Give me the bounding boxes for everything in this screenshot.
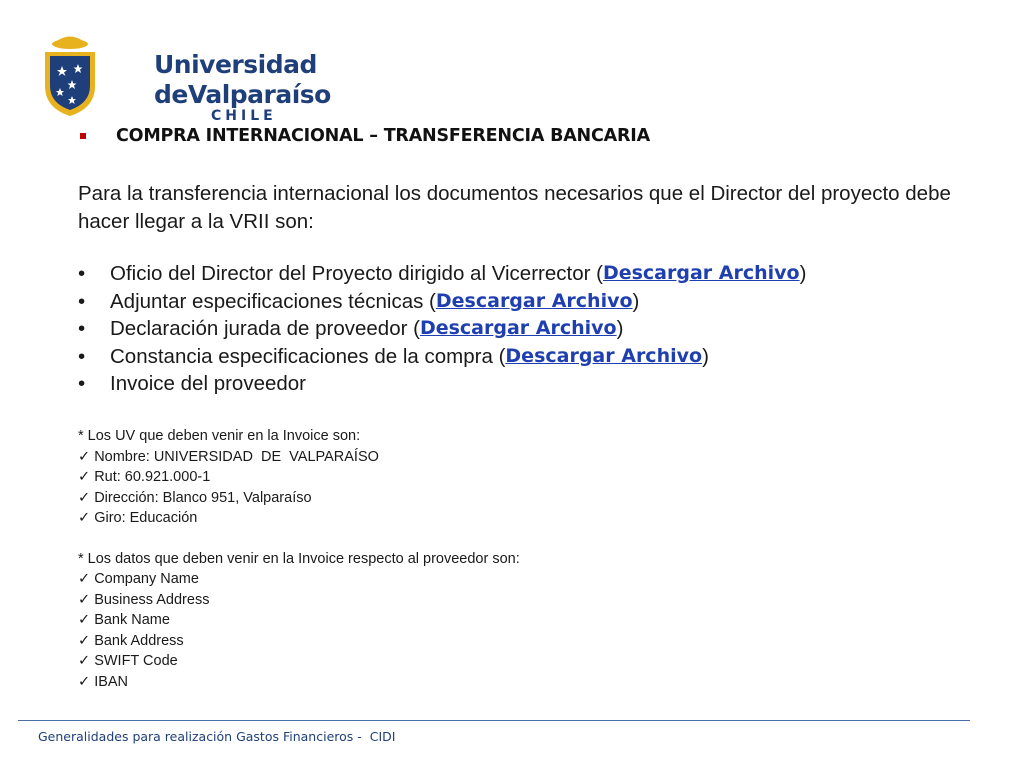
list-item (78, 467, 520, 488)
list-item (78, 569, 520, 590)
check-icon: ✓ (78, 673, 91, 690)
intro-paragraph: Para la transferencia internacional los documentos necesarios que el Director del proyecto debe hacer llegar a la VRII son: (78, 182, 951, 233)
document-text: Declaración jurada de proveedor ( (110, 317, 420, 340)
supplier-item-text: Bank Address (94, 632, 184, 649)
document-text-end: ) (616, 317, 624, 340)
list-item (78, 447, 520, 468)
supplier-item-text: Bank Name (94, 612, 170, 628)
list-item (78, 508, 520, 529)
list-item (78, 672, 520, 693)
university-shield-icon (42, 36, 98, 122)
download-link[interactable]: Descargar Archivo (419, 317, 617, 339)
bullet-icon: • (78, 372, 86, 395)
list-item (78, 590, 520, 611)
uv-note-title: * Los UV que deben venir en la Invoice son: (78, 428, 361, 444)
document-text-end: ) (632, 289, 640, 313)
list-item (78, 260, 806, 288)
section-heading (80, 126, 650, 146)
check-icon: ✓ (78, 510, 91, 526)
bullet-icon: • (78, 317, 86, 340)
bullet-icon: • (78, 262, 86, 285)
check-icon: ✓ (78, 591, 91, 608)
check-icon: ✓ (78, 571, 91, 587)
invoice-notes (78, 426, 520, 692)
logo-line1: Universidad (154, 50, 317, 79)
supplier-item-text: IBAN (94, 673, 129, 690)
square-bullet-icon (80, 133, 86, 139)
download-link[interactable]: Descargar Archivo (505, 344, 703, 367)
download-link[interactable]: Descargar Archivo (602, 262, 800, 284)
check-icon: ✓ (78, 448, 91, 465)
supplier-item-text: Business Address (94, 591, 210, 608)
download-link[interactable]: Descargar Archivo (435, 289, 633, 312)
list-item (78, 315, 806, 343)
list-item (78, 651, 520, 672)
bullet-icon: • (78, 289, 86, 313)
document-text: Oficio del Director del Proyecto dirigido al Vicerrector ( (110, 262, 603, 285)
list-item (78, 488, 520, 509)
logo-line2: deValparaíso (154, 80, 331, 109)
list-item (78, 343, 806, 371)
footer-text: Generalidades para realización Gastos Financieros - CIDI (38, 729, 396, 744)
check-icon: ✓ (78, 612, 91, 628)
bullet-icon: • (78, 344, 86, 368)
supplier-item-text: Company Name (94, 571, 199, 587)
uv-item-text: Nombre: UNIVERSIDAD DE VALPARAÍSO (94, 448, 379, 465)
uv-item-text: Rut: 60.921.000-1 (94, 469, 211, 485)
document-text: Adjuntar especificaciones técnicas ( (110, 289, 436, 313)
document-text-end: ) (702, 344, 709, 368)
logo-line3: CHILE (211, 108, 277, 124)
document-text: Invoice del proveedor (110, 372, 307, 395)
footer-divider (18, 720, 970, 721)
supplier-item-text: SWIFT Code (94, 653, 178, 669)
document-text: Constancia especificaciones de la compra ( (110, 344, 506, 368)
list-item (78, 610, 520, 631)
check-icon: ✓ (78, 653, 91, 669)
supplier-note-title: * Los datos que deben venir en la Invoice respecto al proveedor son: (78, 550, 520, 567)
uv-item-text: Dirección: Blanco 951, Valparaíso (94, 489, 312, 506)
check-icon: ✓ (78, 632, 91, 649)
document-text-end: ) (799, 262, 807, 285)
list-item (78, 631, 520, 652)
list-item (78, 288, 806, 316)
uv-item-text: Giro: Educación (94, 510, 198, 526)
check-icon: ✓ (78, 489, 91, 506)
documents-list (78, 260, 806, 398)
heading-text: COMPRA INTERNACIONAL – TRANSFERENCIA BANCARIA (116, 126, 650, 146)
university-logo (42, 36, 331, 126)
check-icon: ✓ (78, 469, 91, 485)
list-item (78, 370, 806, 398)
